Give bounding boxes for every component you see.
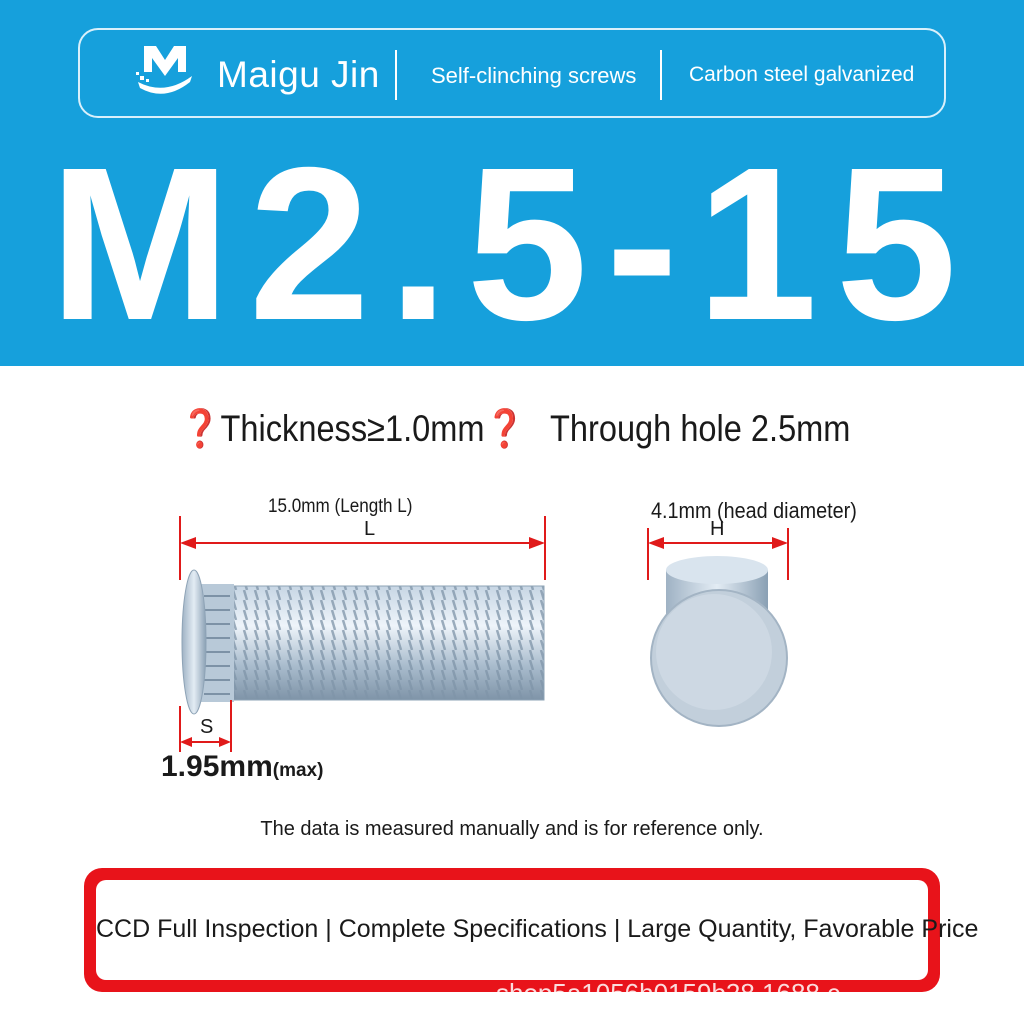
watermark: shop5a1056h0159b28.1688.c [496, 978, 841, 1008]
model-title: M2.5-15 [49, 123, 975, 366]
s-letter: S [200, 716, 214, 738]
material: Carbon steel galvanized [689, 63, 915, 86]
screw-side-view [182, 570, 544, 714]
disclaimer-note: The data is measured manually and is for reference only. [260, 818, 764, 840]
head-letter: H [710, 518, 725, 540]
thickness-spec: ❓Thickness≥1.0mm❓ [180, 408, 526, 449]
s-value: 1.95mm [161, 750, 273, 783]
s-suffix: (max) [272, 760, 324, 781]
length-label: 15.0mm (Length L) [268, 496, 413, 517]
product-type: Self-clinching screws [431, 63, 637, 88]
s-dimension [161, 750, 323, 784]
promo-text: CCD Full Inspection | Complete Specifications | Large Quantity, Favorable Price [96, 915, 979, 943]
brand-name: Maigu Jin [217, 54, 380, 95]
screw-end-view [651, 556, 787, 726]
head-diameter-label: 4.1mm (head diameter) [651, 498, 857, 523]
length-letter: L [364, 518, 376, 540]
hole-spec: Through hole 2.5mm [550, 408, 851, 449]
